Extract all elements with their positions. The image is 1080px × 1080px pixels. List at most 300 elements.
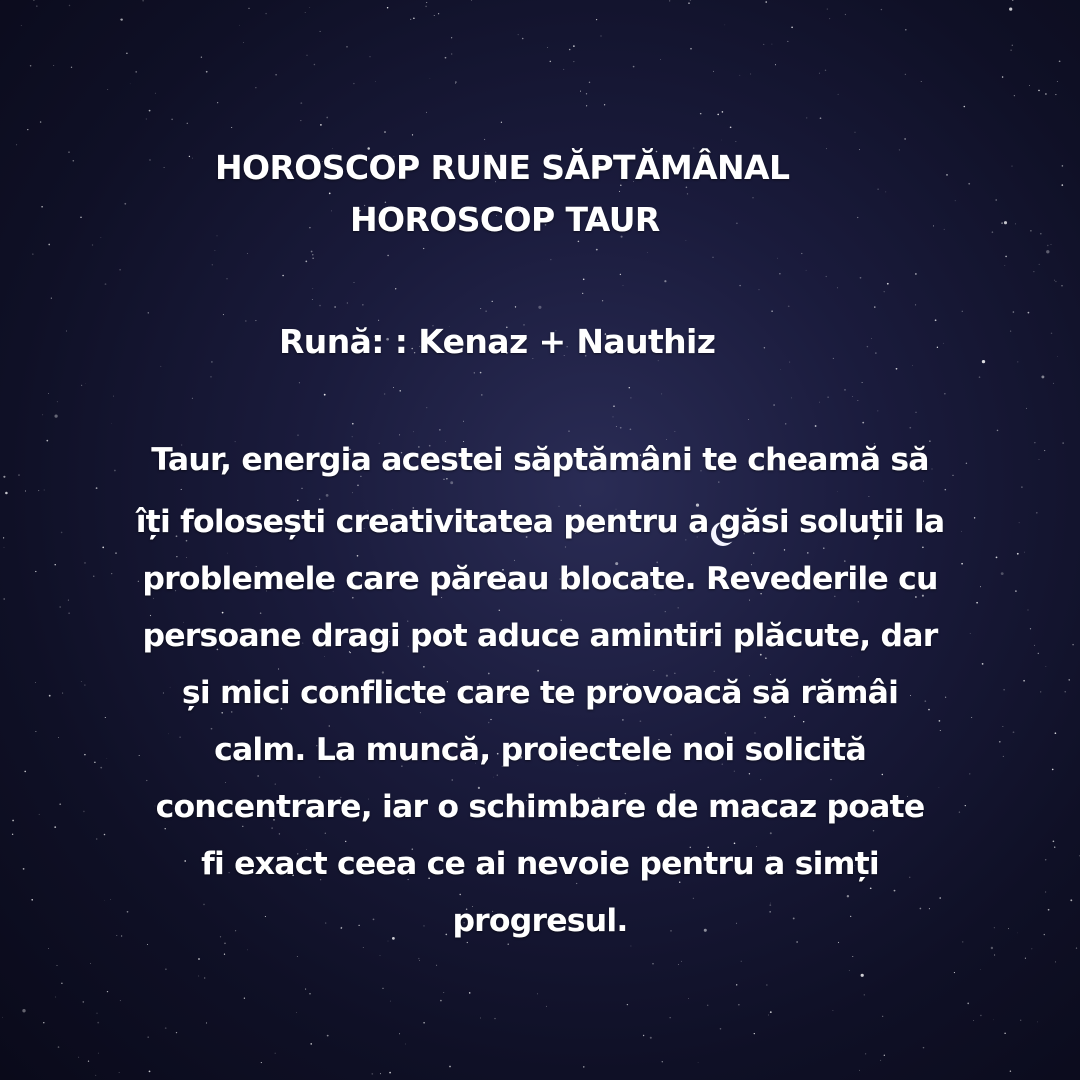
star bbox=[851, 656, 852, 657]
star bbox=[42, 414, 43, 415]
star bbox=[675, 431, 676, 432]
star bbox=[976, 602, 978, 604]
star bbox=[329, 193, 331, 195]
star bbox=[66, 330, 67, 331]
star bbox=[909, 427, 911, 429]
star bbox=[578, 241, 580, 243]
star bbox=[1053, 840, 1055, 842]
star bbox=[90, 963, 91, 964]
star bbox=[325, 833, 326, 834]
star bbox=[905, 74, 906, 75]
star bbox=[130, 83, 131, 84]
star bbox=[623, 285, 624, 286]
star bbox=[426, 2, 427, 3]
star bbox=[98, 1053, 99, 1054]
star bbox=[176, 556, 177, 557]
star bbox=[867, 346, 868, 347]
star bbox=[749, 600, 750, 601]
star bbox=[314, 64, 316, 66]
star bbox=[61, 983, 62, 984]
star bbox=[451, 37, 452, 38]
star bbox=[1057, 356, 1058, 357]
star bbox=[868, 496, 869, 497]
star bbox=[32, 254, 33, 255]
star bbox=[1012, 0, 1014, 1]
star bbox=[1002, 76, 1004, 78]
star bbox=[387, 255, 388, 256]
star bbox=[537, 670, 539, 672]
star bbox=[101, 237, 102, 238]
star bbox=[690, 48, 692, 50]
star bbox=[44, 490, 45, 491]
star bbox=[568, 430, 569, 431]
star bbox=[245, 321, 246, 322]
star bbox=[257, 775, 258, 776]
star bbox=[1033, 271, 1034, 272]
star bbox=[753, 552, 754, 553]
star bbox=[815, 425, 817, 427]
star bbox=[148, 312, 149, 313]
star bbox=[713, 71, 714, 72]
star bbox=[248, 8, 249, 9]
star bbox=[630, 397, 631, 398]
star bbox=[467, 942, 468, 943]
star bbox=[604, 104, 605, 105]
star bbox=[803, 721, 804, 722]
star bbox=[480, 372, 482, 374]
star bbox=[739, 75, 740, 76]
star bbox=[1029, 85, 1030, 86]
star bbox=[319, 305, 321, 307]
star bbox=[852, 396, 853, 397]
star bbox=[1050, 244, 1051, 245]
star bbox=[423, 248, 424, 249]
star bbox=[1051, 333, 1052, 334]
star bbox=[580, 91, 581, 92]
star bbox=[30, 65, 32, 67]
star bbox=[754, 1033, 755, 1034]
star bbox=[384, 131, 386, 133]
star bbox=[104, 834, 106, 836]
star bbox=[968, 183, 970, 185]
star bbox=[494, 1018, 495, 1019]
star bbox=[845, 14, 846, 15]
star bbox=[261, 1062, 262, 1063]
star bbox=[120, 1000, 121, 1001]
star bbox=[105, 283, 107, 285]
star bbox=[484, 139, 485, 140]
star bbox=[452, 779, 453, 780]
star bbox=[260, 612, 262, 614]
star bbox=[738, 1004, 739, 1005]
star bbox=[1053, 383, 1054, 384]
star bbox=[347, 302, 348, 303]
star bbox=[96, 839, 97, 840]
star bbox=[823, 547, 824, 548]
star bbox=[78, 1057, 79, 1058]
star bbox=[423, 666, 425, 668]
star bbox=[643, 1035, 644, 1036]
page-title: HOROSCOP RUNE SĂPTĂMÂNAL bbox=[215, 148, 790, 187]
star bbox=[110, 899, 111, 900]
star bbox=[721, 140, 722, 141]
star bbox=[707, 1005, 708, 1006]
star bbox=[922, 546, 924, 548]
star bbox=[670, 1017, 671, 1018]
star bbox=[165, 1027, 167, 1029]
star bbox=[1010, 1070, 1011, 1071]
star bbox=[440, 1000, 442, 1002]
star bbox=[327, 1035, 329, 1037]
star bbox=[275, 74, 277, 76]
star bbox=[806, 270, 807, 271]
star bbox=[206, 71, 208, 73]
star bbox=[677, 607, 679, 609]
star bbox=[492, 301, 493, 302]
star bbox=[739, 285, 740, 286]
star bbox=[471, 0, 472, 1]
star bbox=[107, 991, 108, 992]
star bbox=[829, 18, 830, 19]
star bbox=[1059, 60, 1061, 62]
star bbox=[563, 69, 564, 70]
star bbox=[969, 773, 970, 774]
star bbox=[1012, 45, 1013, 46]
star bbox=[858, 601, 859, 602]
star bbox=[877, 189, 878, 190]
star bbox=[438, 13, 439, 14]
star bbox=[160, 366, 161, 367]
star bbox=[282, 275, 284, 277]
star bbox=[48, 393, 49, 394]
star bbox=[686, 240, 687, 241]
star bbox=[410, 19, 411, 20]
star bbox=[693, 898, 694, 899]
star bbox=[775, 64, 776, 65]
star bbox=[189, 156, 190, 157]
star bbox=[68, 612, 69, 613]
star bbox=[85, 383, 86, 384]
star bbox=[784, 549, 785, 550]
star bbox=[224, 943, 226, 945]
star bbox=[305, 12, 306, 13]
star bbox=[312, 299, 313, 300]
star bbox=[630, 428, 632, 430]
star bbox=[40, 121, 42, 123]
star bbox=[1017, 361, 1018, 362]
star bbox=[474, 372, 475, 373]
star bbox=[227, 553, 228, 554]
star bbox=[111, 423, 112, 424]
star bbox=[55, 996, 56, 997]
star bbox=[164, 167, 165, 168]
star bbox=[413, 431, 414, 432]
star bbox=[38, 490, 39, 491]
star bbox=[1004, 221, 1007, 224]
star bbox=[613, 405, 615, 407]
star bbox=[620, 274, 621, 275]
star bbox=[741, 961, 742, 962]
star bbox=[838, 94, 839, 95]
star bbox=[982, 360, 985, 363]
star bbox=[56, 965, 57, 966]
star bbox=[1005, 256, 1007, 258]
star bbox=[748, 419, 749, 420]
star bbox=[33, 0, 34, 1]
star bbox=[736, 222, 738, 224]
star bbox=[493, 777, 494, 778]
star bbox=[904, 138, 905, 139]
star bbox=[54, 414, 57, 417]
star bbox=[962, 941, 964, 943]
star bbox=[858, 400, 859, 401]
star bbox=[300, 102, 302, 104]
star bbox=[113, 396, 114, 397]
star bbox=[885, 191, 886, 192]
star bbox=[146, 780, 147, 781]
star bbox=[619, 191, 620, 192]
star bbox=[622, 719, 624, 721]
star bbox=[1046, 666, 1047, 667]
star bbox=[1055, 94, 1056, 95]
star bbox=[146, 118, 147, 119]
star bbox=[312, 254, 313, 255]
star bbox=[69, 5, 70, 6]
star bbox=[313, 258, 314, 259]
star bbox=[387, 7, 388, 8]
star bbox=[995, 199, 997, 201]
star bbox=[768, 1015, 769, 1016]
star bbox=[68, 600, 69, 601]
rune-line: Rună: : Kenaz + Nauthiz bbox=[279, 322, 716, 361]
star bbox=[481, 394, 483, 396]
star bbox=[147, 1036, 149, 1038]
star bbox=[660, 59, 661, 60]
star bbox=[115, 552, 117, 554]
star bbox=[309, 7, 310, 8]
star bbox=[780, 369, 781, 370]
star bbox=[630, 946, 631, 947]
star bbox=[596, 19, 597, 20]
star bbox=[954, 972, 955, 973]
star bbox=[946, 174, 948, 176]
star bbox=[807, 552, 809, 554]
star bbox=[255, 320, 256, 321]
star bbox=[244, 998, 245, 999]
star bbox=[620, 427, 622, 429]
star bbox=[915, 304, 916, 305]
star bbox=[789, 362, 790, 363]
star bbox=[518, 34, 519, 35]
star bbox=[777, 258, 778, 259]
star bbox=[939, 720, 941, 722]
star bbox=[763, 44, 764, 45]
star bbox=[687, 193, 688, 194]
star bbox=[239, 25, 240, 26]
star bbox=[573, 45, 575, 47]
body-line: și mici conflicte care te provoacă să rămâi bbox=[181, 675, 899, 711]
star bbox=[1062, 165, 1064, 167]
star bbox=[375, 81, 376, 82]
star bbox=[413, 17, 415, 19]
star bbox=[186, 557, 187, 558]
star bbox=[582, 293, 583, 294]
star bbox=[875, 353, 876, 354]
star bbox=[1025, 958, 1026, 959]
star bbox=[997, 430, 999, 432]
star bbox=[569, 49, 571, 51]
star bbox=[449, 1066, 451, 1068]
star bbox=[616, 426, 617, 427]
star bbox=[451, 53, 452, 54]
star bbox=[826, 148, 827, 149]
star bbox=[944, 229, 945, 230]
star bbox=[480, 1017, 481, 1018]
star bbox=[60, 607, 61, 608]
star bbox=[324, 656, 325, 657]
body-line: problemele care păreau blocate. Revederile cu bbox=[142, 561, 938, 597]
star bbox=[837, 287, 838, 288]
star bbox=[923, 1047, 925, 1049]
star bbox=[796, 941, 797, 942]
star bbox=[352, 436, 353, 437]
star bbox=[844, 389, 845, 390]
star bbox=[830, 779, 831, 780]
star bbox=[97, 1022, 99, 1024]
star bbox=[445, 57, 447, 59]
star bbox=[311, 251, 313, 253]
star bbox=[329, 725, 330, 726]
star bbox=[820, 117, 822, 119]
star bbox=[119, 269, 121, 271]
star bbox=[22, 1009, 25, 1012]
body-line: fi exact ceea ce ai nevoie pentru a simți bbox=[201, 846, 879, 882]
star bbox=[873, 830, 874, 831]
star bbox=[222, 612, 224, 614]
star bbox=[296, 1012, 297, 1013]
star bbox=[574, 61, 575, 62]
star bbox=[309, 993, 310, 994]
star bbox=[586, 105, 587, 106]
star bbox=[955, 200, 956, 201]
star bbox=[713, 257, 714, 258]
star bbox=[120, 19, 121, 20]
star bbox=[633, 66, 635, 68]
star bbox=[43, 1022, 44, 1023]
star bbox=[309, 227, 311, 229]
star bbox=[380, 1073, 381, 1074]
star bbox=[243, 42, 244, 43]
star bbox=[224, 954, 225, 955]
star bbox=[1017, 553, 1019, 555]
star bbox=[147, 944, 148, 945]
star bbox=[596, 249, 598, 251]
star bbox=[412, 134, 413, 135]
star bbox=[736, 984, 737, 985]
star bbox=[1047, 245, 1048, 246]
star bbox=[871, 338, 872, 339]
star bbox=[887, 283, 889, 285]
star bbox=[717, 114, 719, 116]
body-line: persoane dragi pot aduce amintiri plăcute, dar bbox=[142, 618, 938, 654]
star bbox=[771, 44, 772, 45]
star bbox=[916, 412, 917, 413]
star bbox=[181, 489, 182, 490]
star bbox=[24, 771, 26, 773]
star bbox=[217, 236, 218, 237]
star bbox=[331, 211, 332, 212]
star bbox=[865, 1053, 866, 1054]
star bbox=[1028, 312, 1030, 314]
star bbox=[21, 25, 22, 26]
star bbox=[319, 499, 320, 500]
star bbox=[583, 279, 585, 281]
star bbox=[971, 717, 972, 718]
star bbox=[698, 1062, 699, 1063]
star bbox=[882, 774, 883, 775]
star bbox=[515, 306, 516, 307]
star bbox=[299, 382, 300, 383]
star bbox=[538, 306, 541, 309]
star bbox=[837, 491, 838, 492]
star bbox=[1013, 311, 1015, 313]
star bbox=[1010, 50, 1011, 51]
star bbox=[690, 0, 691, 1]
page-subtitle: HOROSCOP TAUR bbox=[350, 200, 660, 239]
star bbox=[96, 1013, 97, 1014]
star bbox=[297, 500, 298, 501]
star bbox=[92, 244, 93, 245]
star bbox=[81, 385, 82, 386]
star bbox=[171, 119, 172, 120]
star bbox=[1039, 264, 1040, 265]
star bbox=[1001, 222, 1003, 224]
star bbox=[1020, 1020, 1021, 1021]
star bbox=[1030, 230, 1032, 232]
star bbox=[362, 304, 363, 305]
star bbox=[652, 963, 653, 964]
body-line: progresul. bbox=[452, 903, 628, 939]
star bbox=[226, 278, 227, 279]
star bbox=[801, 253, 802, 254]
star bbox=[25, 490, 26, 491]
star bbox=[48, 948, 49, 949]
star bbox=[825, 70, 826, 71]
star bbox=[944, 393, 945, 394]
star bbox=[326, 117, 328, 119]
star bbox=[2, 1017, 3, 1018]
star bbox=[583, 1066, 584, 1067]
star bbox=[1003, 726, 1004, 727]
star bbox=[847, 895, 849, 897]
star bbox=[881, 9, 882, 10]
star bbox=[357, 485, 359, 487]
star bbox=[752, 197, 753, 198]
star bbox=[1026, 408, 1027, 409]
star bbox=[765, 658, 766, 659]
star bbox=[71, 67, 72, 68]
star bbox=[124, 203, 126, 205]
star bbox=[5, 492, 8, 495]
star bbox=[1054, 280, 1055, 281]
star bbox=[80, 217, 81, 218]
star bbox=[1004, 1033, 1005, 1034]
star bbox=[722, 111, 724, 113]
star bbox=[490, 719, 491, 720]
star bbox=[982, 663, 984, 665]
star bbox=[602, 300, 603, 301]
star bbox=[57, 401, 58, 402]
